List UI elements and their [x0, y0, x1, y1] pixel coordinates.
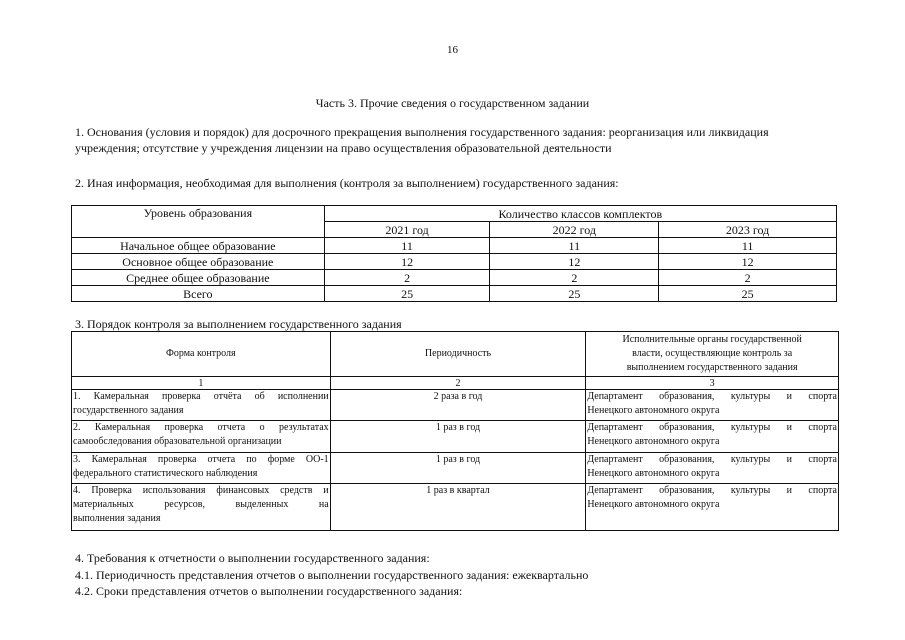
header-organ-line: власти, осуществляющие контроль за	[632, 348, 793, 359]
form-line: 3. Камеральная проверка отчета по форме ОО-1	[73, 454, 329, 465]
form-line: выполнения задания	[73, 513, 161, 524]
organ-cell	[586, 453, 839, 484]
header-count: Количество классов комплектов	[324, 206, 836, 222]
organ-cell	[586, 390, 839, 421]
page-number: 16	[447, 44, 458, 56]
organ-line: Департамент образования, культуры и спорта	[587, 422, 837, 433]
value-cell: 25	[490, 286, 659, 302]
organ-line: Департамент образования, культуры и спорта	[587, 485, 837, 496]
level-cell: Всего	[72, 286, 325, 302]
form-cell	[72, 421, 331, 453]
table-row	[72, 390, 839, 421]
section-4-line-1: 4. Требования к отчетности о выполнении государственного задания:	[75, 551, 430, 565]
value-cell: 25	[324, 286, 490, 302]
form-line: 1. Камеральная проверка отчёта об исполнении	[73, 391, 329, 402]
organ-cell	[586, 484, 839, 531]
form-line: материальных ресурсов, выделенных на	[73, 499, 329, 510]
header-form: Форма контроля	[72, 332, 331, 377]
value-cell: 12	[659, 254, 837, 270]
table-row	[72, 286, 837, 302]
table-row	[72, 238, 837, 254]
header-year: 2021 год	[324, 222, 490, 238]
table-row	[72, 254, 837, 270]
organ-cell	[586, 421, 839, 453]
section-4-line-3: 4.2. Сроки представления отчетов о выполнении государственного задания:	[75, 584, 463, 598]
period-cell: 1 раз в квартал	[330, 484, 586, 531]
column-number: 2	[330, 377, 586, 390]
period-cell: 1 раз в год	[330, 453, 586, 484]
organ-line: Ненецкого автономного округа	[587, 405, 720, 416]
value-cell: 2	[490, 270, 659, 286]
header-level: Уровень образования	[72, 206, 325, 238]
part-title: Часть 3. Прочие сведения о государственном задании	[315, 96, 590, 110]
form-line: федерального статистического наблюдения	[73, 468, 258, 479]
section-1-line-2: учреждения; отсутствие у учреждения лицензии на право осуществления образовательной деятельности	[75, 141, 612, 155]
level-cell: Начальное общее образование	[72, 238, 325, 254]
value-cell: 12	[490, 254, 659, 270]
header-organ-line: Исполнительные органы государственной	[622, 334, 802, 345]
column-number: 3	[586, 377, 839, 390]
header-organ-line: выполнением государственного задания	[626, 362, 798, 373]
value-cell: 11	[324, 238, 490, 254]
value-cell: 11	[490, 238, 659, 254]
organ-line: Ненецкого автономного округа	[587, 499, 720, 510]
organ-line: Департамент образования, культуры и спорта	[587, 391, 837, 402]
control-table	[71, 331, 839, 531]
header-year: 2023 год	[659, 222, 837, 238]
form-cell	[72, 484, 331, 531]
form-line: 2. Камеральная проверка отчета о результатах	[73, 422, 329, 433]
value-cell: 25	[659, 286, 837, 302]
table-row	[72, 270, 837, 286]
header-year: 2022 год	[490, 222, 659, 238]
period-cell: 2 раза в год	[330, 390, 586, 421]
table-row	[72, 421, 839, 453]
header-organ	[586, 332, 839, 377]
organ-line: Департамент образования, культуры и спорта	[587, 454, 837, 465]
section-1	[75, 124, 835, 156]
value-cell: 2	[659, 270, 837, 286]
form-cell	[72, 390, 331, 421]
value-cell: 11	[659, 238, 837, 254]
form-cell	[72, 453, 331, 484]
level-cell: Основное общее образование	[72, 254, 325, 270]
section-3-text: 3. Порядок контроля за выполнением государственного задания	[75, 317, 402, 331]
form-line: государственного задания	[73, 405, 184, 416]
table-row	[72, 484, 839, 531]
column-number: 1	[72, 377, 331, 390]
level-cell: Среднее общее образование	[72, 270, 325, 286]
form-line: 4. Проверка использования финансовых средств и	[73, 485, 329, 496]
value-cell: 2	[324, 270, 490, 286]
organ-line: Ненецкого автономного округа	[587, 436, 720, 447]
section-4	[75, 550, 835, 600]
section-2-text: 2. Иная информация, необходимая для выполнения (контроля за выполнением) государственного задания:	[75, 176, 619, 190]
section-4-line-2: 4.1. Периодичность представления отчетов о выполнении государственного задания: ежеквартально	[75, 567, 589, 582]
table-row	[72, 453, 839, 484]
period-cell: 1 раз в год	[330, 421, 586, 453]
form-line: самообследования образовательной организации	[73, 436, 282, 447]
organ-line: Ненецкого автономного округа	[587, 468, 720, 479]
class-count-table	[71, 205, 837, 302]
section-1-line-1: 1. Основания (условия и порядок) для досрочного прекращения выполнения государственного задания: реорганизация или ликвидация	[75, 125, 769, 139]
header-period: Периодичность	[330, 332, 586, 377]
value-cell: 12	[324, 254, 490, 270]
